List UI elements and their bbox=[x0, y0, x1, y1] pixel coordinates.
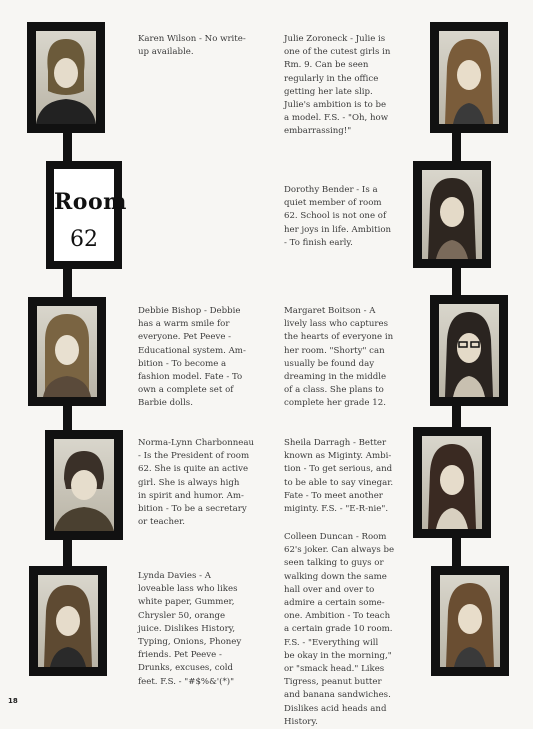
bio-colleen-duncan: Colleen Duncan - Room 62's joker. Can always be seen talking to guys or walking down the same hall over and over to admire a certain some- one. Ambition - To teach a certain grade 10 room. F.S. - "Everything will be okay in the morning," or "smack head." Likes Tigress, peanut butter and banana sandwiches. Dislikes acid heads and History. bbox=[284, 532, 395, 727]
photo-julie-zoroneck bbox=[430, 22, 508, 133]
photo-colleen-duncan bbox=[431, 566, 509, 676]
bio-debbie-bishop: Debbie Bishop - Debbie has a warm smile for everyone. Pet Peeve - Educational system. Am- bition - To become a fashion model. Fate - To own a complete set of Barbie dolls. bbox=[138, 306, 246, 409]
room-word: Room bbox=[54, 189, 127, 215]
left-connector-1 bbox=[63, 133, 72, 161]
photo-karen-wilson bbox=[27, 22, 105, 133]
photo-norma-lynn-charbonneau bbox=[45, 430, 123, 540]
bio-margaret-boitson: Margaret Boitson - A lively lass who captures the hearts of everyone in her room. "Shorty" can usually be found day dreaming in the middle of a class. She plans to complete her grade 12. bbox=[284, 306, 394, 409]
bio-julie-zoroneck: Julie Zoroneck - Julie is one of the cutest girls in Rm. 9. Can be seen regularly in the office getting her late slip. Julie's ambition is to be a model. F.S. - "Oh, how embarrassing!" bbox=[284, 34, 391, 137]
right-connector-2 bbox=[452, 268, 461, 295]
room-label-box bbox=[46, 161, 127, 269]
left-connector-2 bbox=[63, 269, 72, 297]
photo-sheila-darragh bbox=[413, 427, 491, 538]
photo-dorothy-bender bbox=[413, 161, 491, 268]
right-connector-4 bbox=[452, 538, 461, 566]
left-connector-3 bbox=[63, 406, 72, 430]
right-connector-1 bbox=[452, 133, 461, 161]
bio-karen-wilson: Karen Wilson - No write- up available. bbox=[138, 34, 246, 58]
bio-dorothy-bender: Dorothy Bender - Is a quiet member of room 62. School is not one of her joys in life. Ambition - To finish early. bbox=[284, 185, 392, 248]
photo-debbie-bishop bbox=[28, 297, 106, 406]
room-number: 62 bbox=[70, 227, 98, 252]
bio-norma-lynn-charbonneau: Norma-Lynn Charbonneau - Is the President of room 62. She is quite an active girl. She is always high in spirit and humor. Am- bition - To be a secretary or teacher. bbox=[138, 438, 255, 528]
bio-sheila-darragh: Sheila Darragh - Better known as Miginty. Ambi- tion - To get serious, and to be able to say vinegar. Fate - To meet another miginty. F.S. - "E-R-nie". bbox=[284, 438, 394, 515]
photo-margaret-boitson bbox=[430, 295, 508, 406]
page-number: 18 bbox=[8, 697, 18, 705]
left-connector-4 bbox=[63, 540, 72, 566]
photo-lynda-davies bbox=[29, 566, 107, 676]
bio-lynda-davies: Lynda Davies - A loveable lass who likes white paper, Gummer, Chrysler 50, orange juice. Dislikes History, Typing, Onions, Phoney friends. Pet Peeve - Drunks, excuses, cold feet. F.S. - "#$%&'(*)" bbox=[138, 571, 242, 687]
right-connector-3 bbox=[452, 406, 461, 427]
